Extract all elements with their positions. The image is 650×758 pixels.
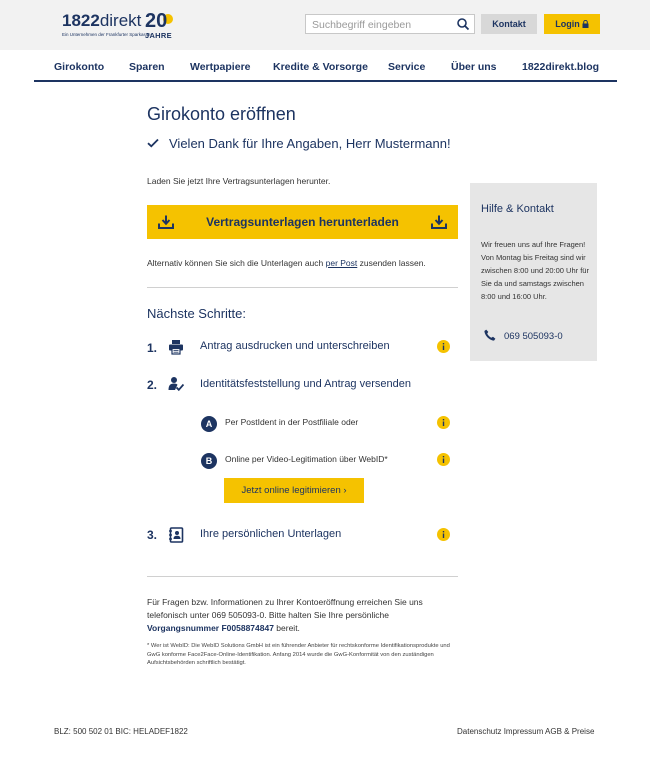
nav-item-ueber-uns[interactable]: Über uns bbox=[451, 61, 497, 73]
thanks-text: Vielen Dank für Ihre Angaben, Herr Mustermann! bbox=[169, 136, 451, 151]
logo-wordmark: 1822direkt bbox=[62, 11, 142, 30]
per-post-link[interactable]: per Post bbox=[325, 258, 358, 268]
postal-alternative: Alternativ können Sie sich die Unterlagen auch per Post zusenden lassen. bbox=[147, 258, 426, 268]
online-legitimation-button[interactable]: Jetzt online legitimieren › bbox=[224, 478, 364, 503]
info-icon[interactable] bbox=[437, 340, 450, 353]
download-documents-button[interactable] bbox=[147, 205, 458, 239]
webid-footnote: * Wer ist WebID: Die WebID Solutions GmbH ist ein führender Anbieter für rechtskonforme Identifikationsprodukte und GwG konforme Face2Face-Online-Identifikation. Anfang 2014 wurde die GwG-Konformität von den zuständigen Aufsichtsbehörden schriftlich bestätigt. bbox=[147, 643, 450, 666]
login-label: Login bbox=[555, 19, 580, 29]
phone-icon bbox=[484, 329, 496, 341]
search-input[interactable] bbox=[306, 16, 451, 34]
divider bbox=[147, 576, 458, 577]
info-icon[interactable] bbox=[437, 453, 450, 466]
check-icon bbox=[147, 138, 159, 148]
nav-item-wertpapiere[interactable]: Wertpapiere bbox=[190, 61, 251, 73]
anniversary-badge bbox=[145, 10, 177, 42]
download-icon bbox=[431, 215, 447, 229]
printer-icon bbox=[168, 339, 184, 355]
search-box bbox=[305, 14, 475, 34]
nav-divider bbox=[34, 80, 617, 82]
next-steps-title: Nächste Schritte: bbox=[147, 306, 246, 321]
option-badge: B bbox=[201, 453, 217, 469]
search-icon[interactable] bbox=[456, 17, 470, 31]
anniversary-word: JAHRE bbox=[145, 31, 172, 40]
contact-card-icon bbox=[168, 527, 184, 543]
logo-subline: Ein Unternehmen der Frankfurter Sparkasse bbox=[62, 32, 151, 37]
footer-link-datenschutz[interactable]: Datenschutz bbox=[457, 727, 502, 736]
lock-icon bbox=[582, 20, 589, 28]
step-number: 3. bbox=[147, 528, 158, 542]
footer-links bbox=[457, 727, 594, 736]
option-label: Online per Video-Legitimation über WebID* bbox=[225, 454, 388, 464]
step-label: Antrag ausdrucken und unterschreiben bbox=[200, 340, 390, 352]
option-badge: A bbox=[201, 416, 217, 432]
contact-info: Für Fragen bzw. Informationen zu Ihrer Kontoeröffnung erreichen Sie uns telefonisch unter 069 505093-0. Bitte halten Sie Ihre persönliche Vorgangsnummer F0058874847 bereit. bbox=[147, 597, 423, 633]
bank-info: BLZ: 500 502 01 BIC: HELADEF1822 bbox=[54, 727, 188, 736]
option-label: Per PostIdent in der Postfiliale oder bbox=[225, 417, 359, 427]
nav-item-kredite-vorsorge[interactable]: Kredite & Vorsorge bbox=[273, 61, 368, 73]
case-number: Vorgangsnummer F0058874847 bbox=[147, 623, 274, 633]
nav-item-girokonto[interactable]: Girokonto bbox=[54, 61, 105, 73]
info-icon[interactable] bbox=[437, 416, 450, 429]
page-title: Girokonto eröffnen bbox=[147, 104, 296, 124]
step-label: Ihre persönlichen Unterlagen bbox=[200, 528, 342, 540]
download-documents-label: Vertragsunterlagen herunterladen bbox=[206, 215, 399, 229]
login-button[interactable] bbox=[544, 14, 600, 34]
footer-link-impressum[interactable]: Impressum bbox=[503, 727, 544, 736]
nav-item-sparen[interactable]: Sparen bbox=[129, 61, 165, 73]
step-label: Identitätsfeststellung und Antrag versenden bbox=[200, 378, 411, 390]
help-contact-box bbox=[470, 183, 597, 361]
kontakt-button[interactable]: Kontakt bbox=[481, 14, 537, 34]
person-check-icon bbox=[168, 376, 184, 392]
help-contact-phone[interactable]: 069 505093-0 bbox=[484, 329, 563, 342]
help-contact-title: Hilfe & Kontakt bbox=[481, 203, 554, 215]
main-nav bbox=[0, 50, 650, 82]
step-number: 1. bbox=[147, 341, 158, 355]
help-contact-text: Wir freuen uns auf Ihre Fragen! Von Montag bis Freitag sind wir zwischen 8:00 und 20:00 Uhr für Sie da und samstags zwischen 8:00 und 16:00 Uhr. bbox=[481, 240, 589, 301]
anniversary-number: 20 bbox=[145, 10, 168, 32]
info-icon[interactable] bbox=[437, 528, 450, 541]
top-bar bbox=[0, 0, 650, 50]
nav-item-service[interactable]: Service bbox=[388, 61, 426, 73]
nav-item-blog[interactable]: 1822direkt.blog bbox=[522, 61, 600, 73]
step-number: 2. bbox=[147, 378, 158, 392]
download-intro: Laden Sie jetzt Ihre Vertragsunterlagen herunter. bbox=[147, 176, 331, 186]
divider bbox=[147, 287, 458, 288]
footer-link-agb-preise[interactable]: AGB & Preise bbox=[545, 727, 595, 736]
thanks-message bbox=[147, 136, 451, 151]
